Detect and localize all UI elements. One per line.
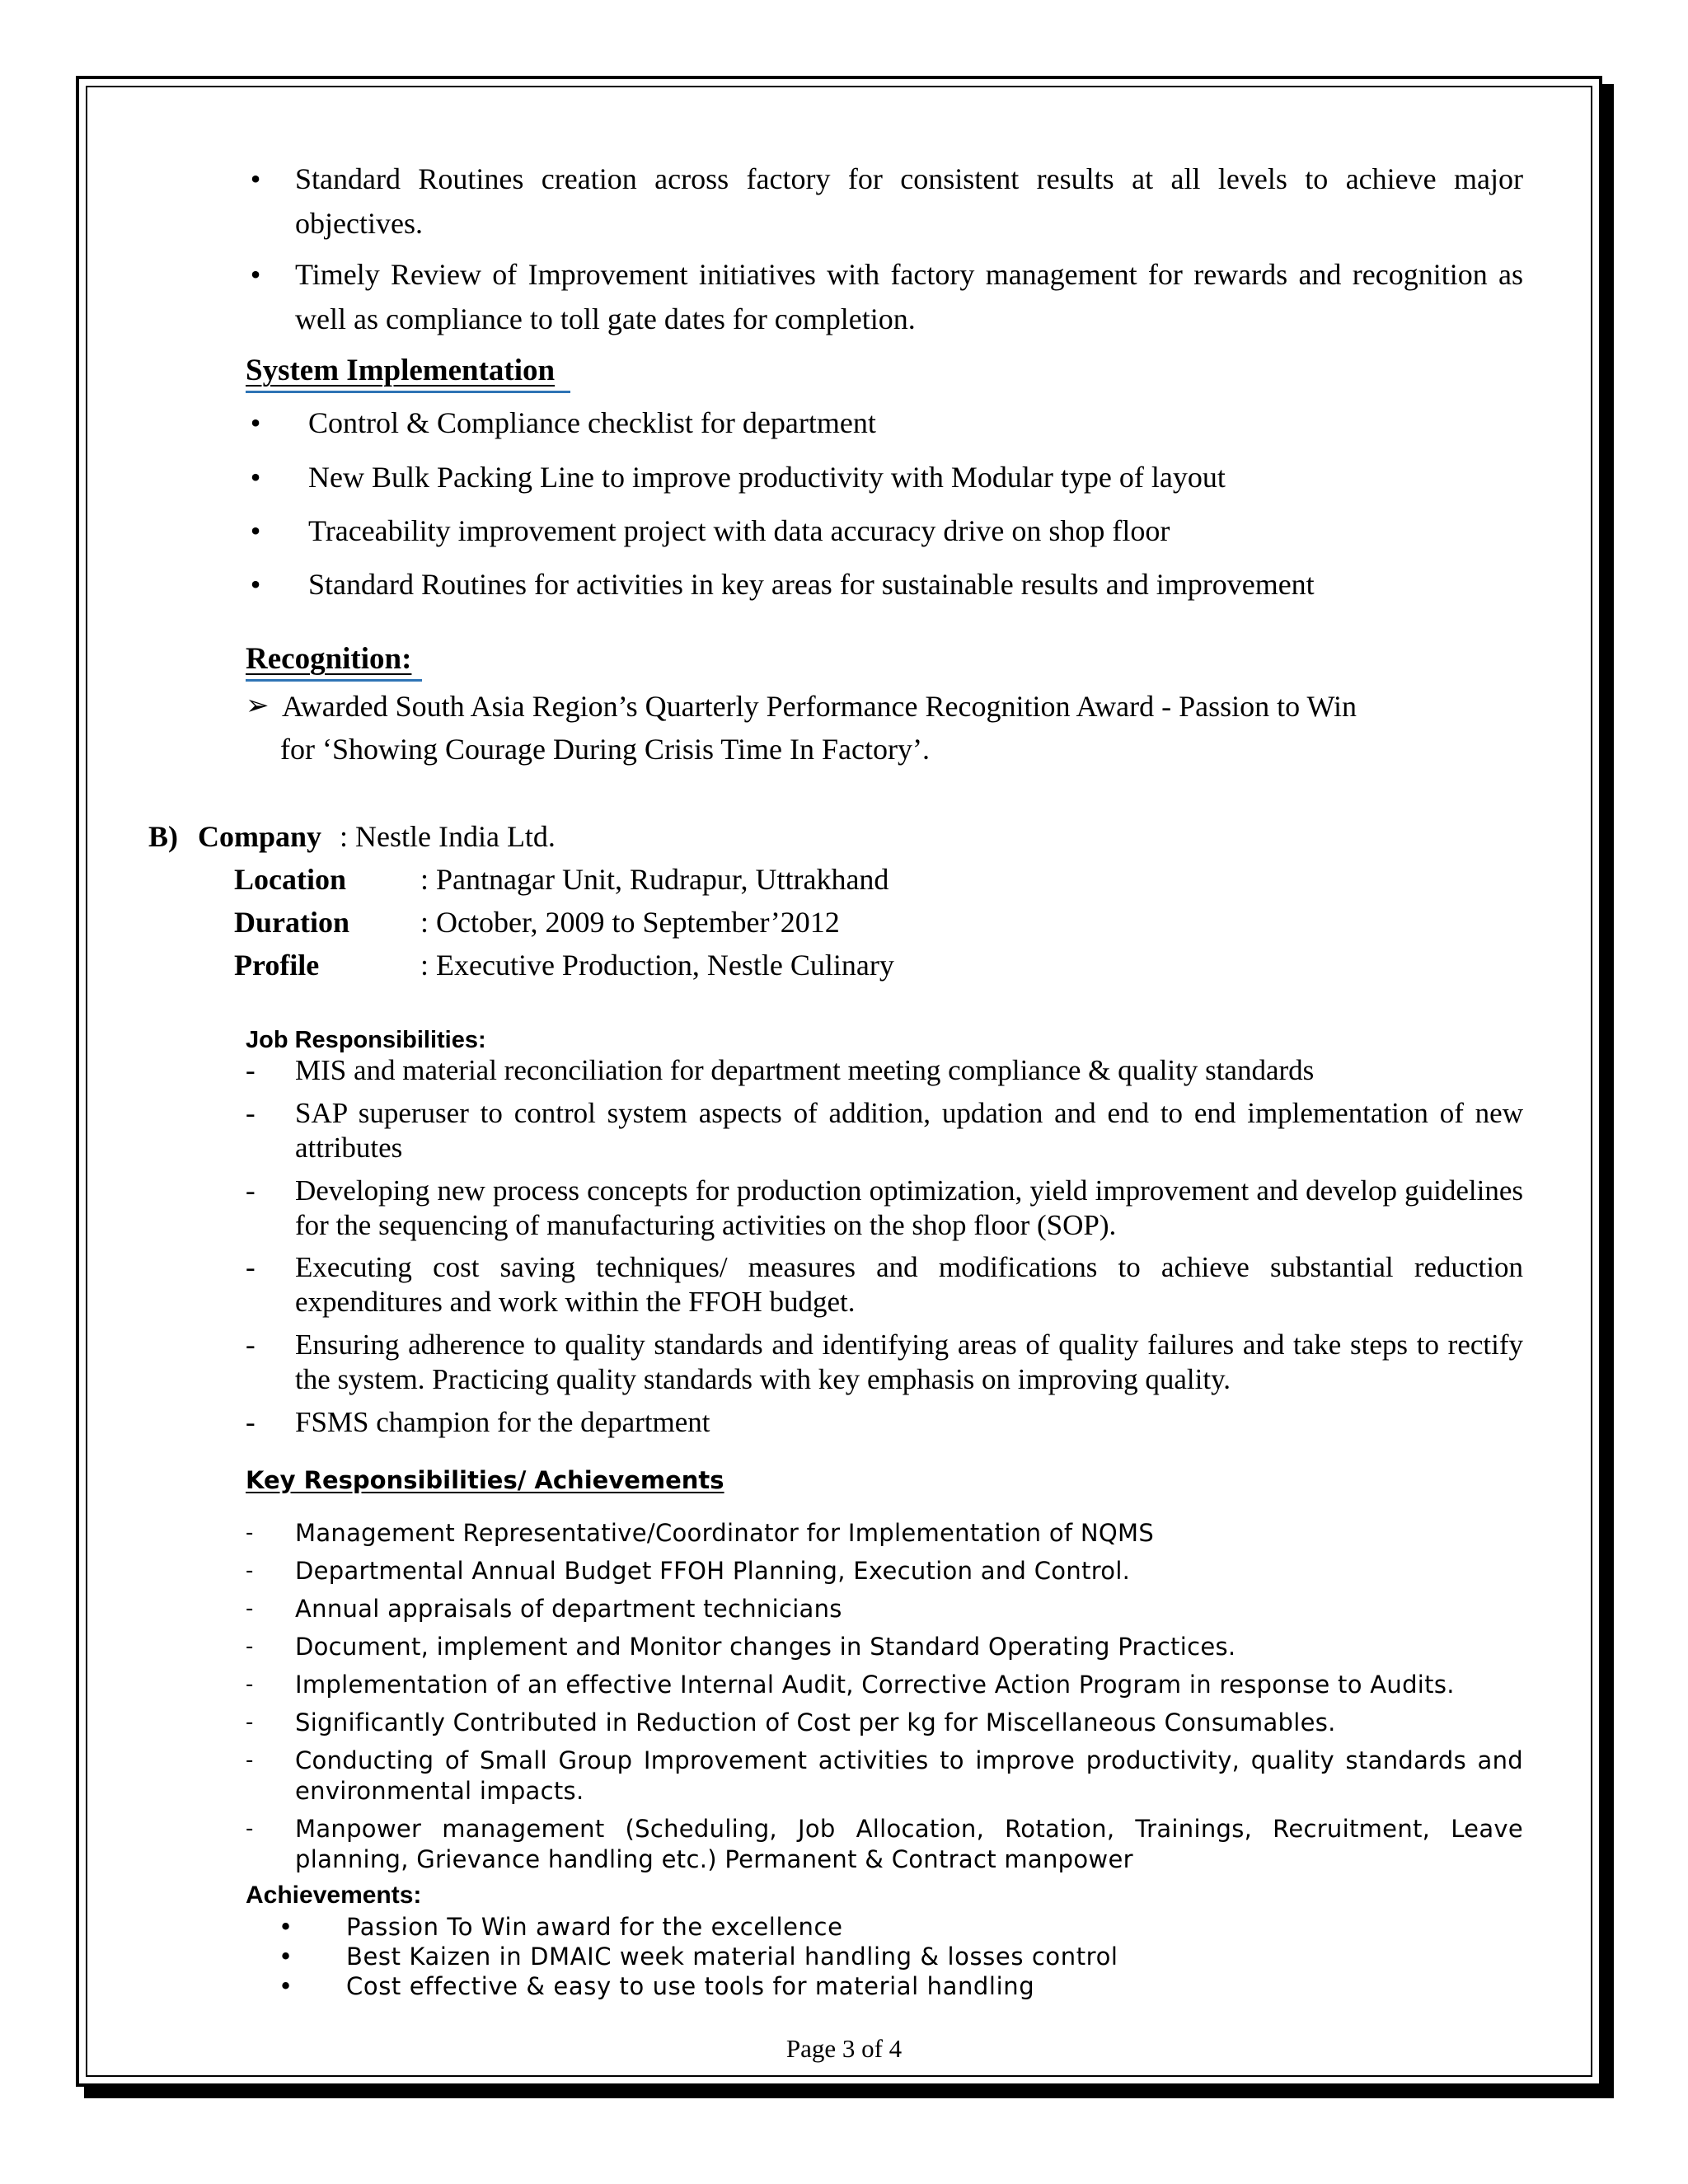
bullet-icon: • xyxy=(279,1913,293,1941)
dash-icon: - xyxy=(246,1054,256,1086)
section-a-bullet xyxy=(246,157,1523,246)
heading-accent-line xyxy=(246,679,422,682)
bullet-icon: • xyxy=(279,1943,293,1971)
duration-value: : October, 2009 to September’2012 xyxy=(420,906,840,939)
profile-label: Profile xyxy=(234,949,320,982)
company-label: Company xyxy=(198,820,322,853)
dash-icon: - xyxy=(246,1748,254,1773)
achievement-text: Best Kaizen in DMAIC week material handling & losses control xyxy=(346,1943,1118,1971)
bullet-text: Timely Review of Improvement initiatives with factory management for rewards and recognition as well as compliance to toll gate dates for completion. xyxy=(295,258,1523,335)
achievement-item xyxy=(279,1971,1432,2001)
dash-icon: - xyxy=(246,1596,254,1621)
bullet-icon: • xyxy=(250,568,261,601)
system-implementation-item xyxy=(246,509,1523,553)
dash-icon: - xyxy=(246,1816,254,1841)
system-implementation-item xyxy=(246,401,1523,445)
section-a-bullet xyxy=(246,252,1523,341)
dash-icon: - xyxy=(246,1251,256,1283)
key-responsibility-text: Departmental Annual Budget FFOH Planning, Execution and Control. xyxy=(295,1557,1131,1585)
duration-label: Duration xyxy=(234,906,350,939)
key-responsibility-text: Manpower management (Scheduling, Job Allocation, Rotation, Trainings, Recruitment, Leave planning, Grievance handling etc.) Permanent & Contract manpower xyxy=(295,1815,1523,1873)
key-responsibility-text: Document, implement and Monitor changes in Standard Operating Practices. xyxy=(295,1633,1236,1661)
location-label: Location xyxy=(234,863,347,896)
recognition-heading: Recognition: xyxy=(246,642,412,676)
bullet-text: Standard Routines creation across factory for consistent results at all levels to achieve major objectives. xyxy=(295,162,1523,240)
key-responsibility-text: Implementation of an effective Internal Audit, Corrective Action Program in response to Audits. xyxy=(295,1671,1455,1699)
company-b-prefix: B) xyxy=(148,820,178,853)
bullet-icon: • xyxy=(250,461,261,494)
dash-icon: - xyxy=(246,1558,254,1583)
job-responsibility-text: MIS and material reconciliation for department meeting compliance & quality standards xyxy=(295,1054,1315,1086)
achievement-text: Cost effective & easy to use tools for material handling xyxy=(346,1972,1035,2000)
dash-icon: - xyxy=(246,1097,256,1129)
page-shadow-right xyxy=(1602,84,1614,2098)
system-implementation-item xyxy=(246,455,1523,499)
achievement-item xyxy=(279,1912,1432,1942)
job-responsibilities-heading: Job Responsibilities: xyxy=(246,1027,486,1053)
job-responsibility-text: FSMS champion for the department xyxy=(295,1406,710,1438)
dash-icon: - xyxy=(246,1672,254,1697)
bullet-icon: • xyxy=(250,406,261,439)
key-responsibility-text: Management Representative/Coordinator for Implementation of NQMS xyxy=(295,1519,1155,1547)
dash-icon: - xyxy=(246,1329,256,1361)
achievement-item xyxy=(279,1942,1432,1971)
key-responsibilities-heading: Key Responsibilities/ Achievements xyxy=(246,1466,724,1494)
bullet-icon: • xyxy=(279,1972,293,2000)
job-responsibility-text: Executing cost saving techniques/ measures and modifications to achieve substantial reduction expenditures and work within the FFOH budget. xyxy=(295,1251,1523,1318)
page-number: Page 3 of 4 xyxy=(785,2034,903,2063)
job-responsibility-text: Developing new process concepts for production optimization, yield improvement and develop guidelines for the sequencing of manufacturing activities on the shop floor (SOP). xyxy=(295,1174,1523,1241)
job-responsibility-text: SAP superuser to control system aspects of addition, updation and end to end implementation of new attributes xyxy=(295,1097,1523,1164)
dash-icon: - xyxy=(246,1710,254,1735)
heading-accent-line xyxy=(246,391,570,393)
dash-icon: - xyxy=(246,1634,254,1659)
achievement-text: Passion To Win award for the excellence xyxy=(346,1913,843,1941)
bullet-icon: • xyxy=(250,258,261,291)
bullet-text: Control & Compliance checklist for department xyxy=(308,406,876,439)
bullet-icon: • xyxy=(250,514,261,547)
bullet-text: Traceability improvement project with data accuracy drive on shop floor xyxy=(308,514,1170,547)
recognition-marker-icon: ➢ xyxy=(246,691,270,721)
system-implementation-heading: System Implementation xyxy=(246,354,556,387)
key-responsibility-text: Significantly Contributed in Reduction of Cost per kg for Miscellaneous Consumables. xyxy=(295,1708,1336,1736)
system-implementation-item xyxy=(246,562,1523,607)
dash-icon: - xyxy=(246,1174,256,1207)
recognition-text-line-1: Awarded South Asia Region’s Quarterly Performance Recognition Award - Passion to Win xyxy=(282,690,1357,723)
bullet-icon: • xyxy=(250,162,261,195)
page-shadow-bottom xyxy=(84,2087,1614,2098)
dash-icon: - xyxy=(246,1406,256,1438)
location-value: : Pantnagar Unit, Rudrapur, Uttrakhand xyxy=(420,863,889,896)
company-value: : Nestle India Ltd. xyxy=(340,820,556,853)
bullet-text: New Bulk Packing Line to improve productivity with Modular type of layout xyxy=(308,461,1226,494)
key-responsibility-text: Conducting of Small Group Improvement activities to improve productivity, quality standards and environmental impacts. xyxy=(295,1746,1523,1805)
achievements-heading: Achievements: xyxy=(246,1882,422,1909)
job-responsibility-text: Ensuring adherence to quality standards and identifying areas of quality failures and take steps to rectify the system. Practicing quality standards with key emphasis on improving quality. xyxy=(295,1329,1523,1395)
bullet-text: Standard Routines for activities in key areas for sustainable results and improvement xyxy=(308,568,1315,601)
profile-value: : Executive Production, Nestle Culinary xyxy=(420,949,894,982)
dash-icon: - xyxy=(246,1521,254,1545)
recognition-text-line-2: for ‘Showing Courage During Crisis Time In Factory’. xyxy=(280,733,930,766)
key-responsibility-text: Annual appraisals of department technicians xyxy=(295,1595,842,1623)
